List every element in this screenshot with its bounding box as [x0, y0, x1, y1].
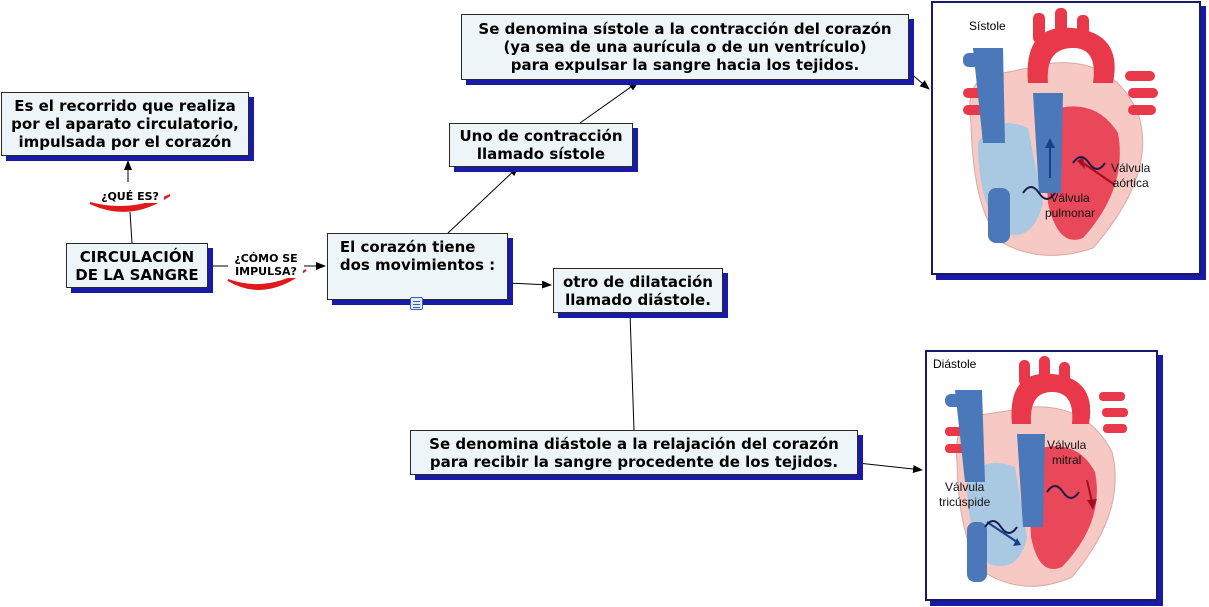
node-definicion-diastole[interactable]: [410, 430, 858, 475]
node-label: Uno de contracción llamado sístole: [459, 127, 623, 163]
image-sistole[interactable]: [931, 1, 1201, 275]
node-definicion-sistole[interactable]: [461, 14, 909, 80]
node-circulacion-de-la-sangre[interactable]: [66, 243, 208, 288]
image-title: Sístole: [969, 19, 1006, 33]
node-diastole[interactable]: [553, 268, 723, 313]
document-icon[interactable]: [410, 297, 423, 310]
label-valvula-aortica: Válvula aórtica: [1111, 161, 1151, 190]
node-label: CIRCULACIÓN DE LA SANGRE: [75, 247, 199, 284]
label-valvula-pulmonar: Válvula pulmonar: [1045, 191, 1096, 220]
node-label: otro de dilatación llamado diástole.: [563, 272, 713, 309]
link-line: [448, 167, 518, 233]
heart-illustration-diastole: [927, 352, 1158, 601]
link-line: [858, 463, 922, 470]
heart-illustration-sistole: [933, 3, 1201, 275]
image-title: Diástole: [933, 357, 977, 371]
link-label-como-se-impulsa[interactable]: ¿CÓMO SE IMPULSA?: [229, 252, 303, 278]
link-line: [909, 72, 929, 89]
link-line: [630, 313, 634, 430]
node-label: El corazón tiene dos movimientos :: [339, 238, 496, 274]
image-diastole[interactable]: [925, 350, 1158, 601]
node-label: Se denomina diástole a la relajación del corazón para recibir la sangre procedente de los tejidos.: [429, 434, 839, 471]
link-label-que-es[interactable]: ¿QUÉ ES?: [96, 190, 164, 203]
link-line: [508, 283, 551, 285]
node-recorrido[interactable]: [1, 92, 249, 156]
label-valvula-tricuspide: Válvula tricúspide: [939, 480, 991, 509]
link-line: [580, 82, 638, 123]
link-line: [130, 212, 132, 243]
node-sistole[interactable]: [449, 123, 633, 167]
label-valvula-mitral: Válvula mitral: [1047, 438, 1087, 467]
node-corazon-movimientos[interactable]: [327, 233, 508, 300]
node-label: Es el recorrido que realiza por el aparato circulatorio, impulsada por el corazón: [11, 97, 239, 151]
node-label: Se denomina sístole a la contracción del corazón (ya sea de una aurícula o de un ventrículo) para expulsar la sangre hacia los tejidos.: [478, 20, 892, 74]
